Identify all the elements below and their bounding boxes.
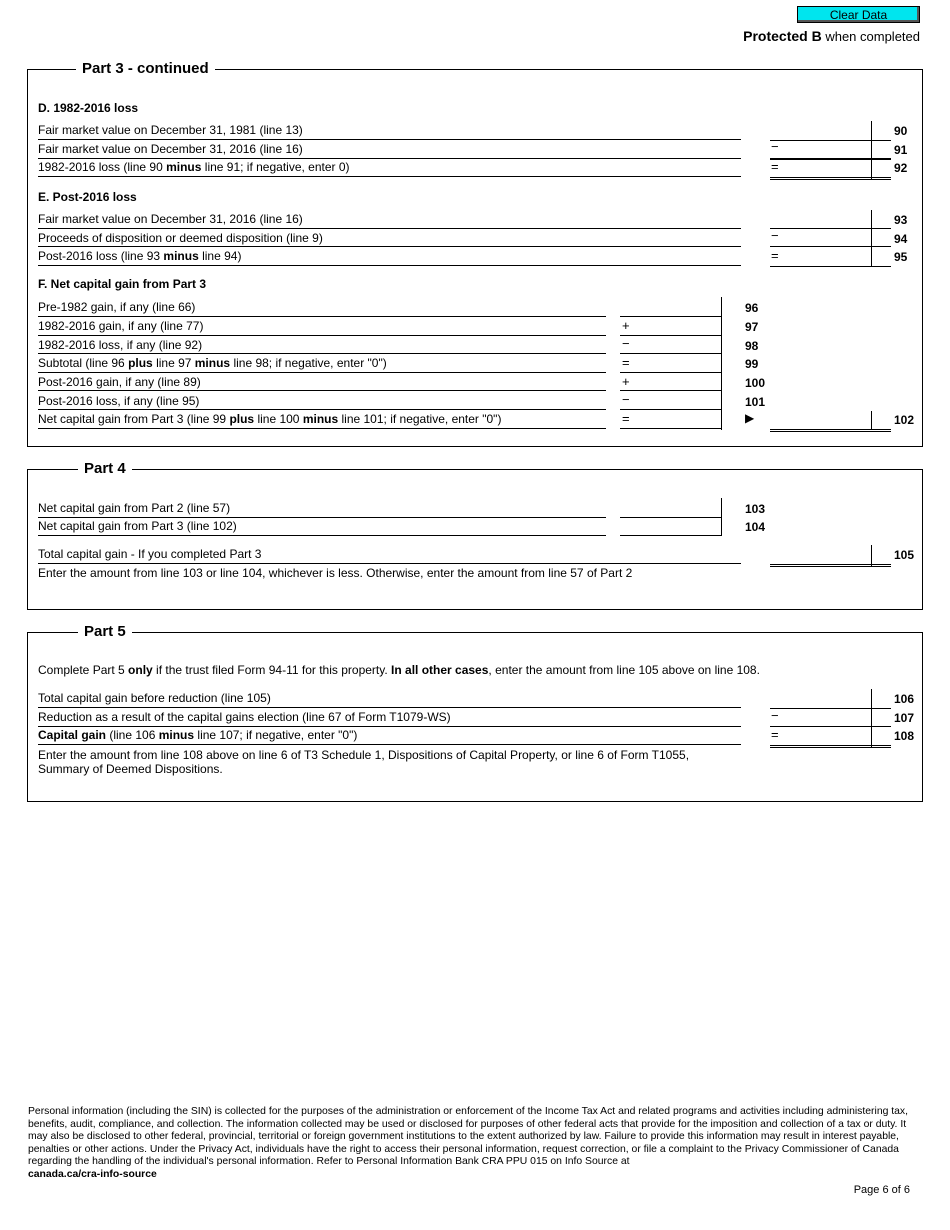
line-93-rule	[38, 228, 741, 229]
line-97-rule	[38, 335, 606, 336]
line-99-desc-d: minus	[194, 356, 231, 370]
line-100-input[interactable]	[636, 375, 720, 390]
privacy-notice	[28, 1106, 908, 1182]
line-100-plus: +	[622, 374, 630, 389]
line-96-amount-rule	[620, 316, 721, 317]
line-107-amount-rule	[770, 726, 891, 727]
line-103-amount-rule	[620, 517, 721, 518]
line-102-desc-e: line 101; if negative, enter "0")	[338, 412, 502, 426]
line-102-equals: =	[622, 411, 630, 426]
line-90-input[interactable]	[770, 123, 870, 138]
line-92-input[interactable]	[786, 160, 870, 175]
clear-data-button[interactable]: Clear Data	[797, 6, 920, 23]
line-92-number: 92	[894, 161, 908, 175]
line-104-input[interactable]	[620, 519, 720, 534]
line-95-amount-rule	[770, 266, 891, 267]
part5-section	[27, 623, 923, 802]
line-100-rule	[38, 390, 606, 391]
protected-b-label	[743, 28, 920, 44]
line-103-number: 103	[745, 502, 766, 516]
line-103-rule	[38, 517, 606, 518]
line-101-number: 101	[745, 395, 766, 409]
line-99-desc-b: plus	[128, 356, 153, 370]
line-92-desc-b: minus	[166, 160, 202, 174]
line-97-amount-rule	[620, 335, 721, 336]
part5-intro-b: only	[128, 663, 153, 677]
line-99-rule	[38, 372, 606, 373]
line-108-desc-c: minus	[158, 728, 195, 742]
line-106-amount-rule	[770, 708, 891, 709]
line-101-minus: −	[622, 392, 630, 407]
line-95-divider	[871, 248, 872, 267]
line-108-desc-d: line 107; if negative, enter "0")	[194, 728, 358, 742]
line-98-rule	[38, 353, 606, 354]
line-93-amount-rule	[770, 228, 891, 229]
line-108-desc-b: (line 106	[106, 728, 159, 742]
line-97-input[interactable]	[636, 319, 720, 334]
part5-note: Enter the amount from line 108 above on line 6 of T3 Schedule 1, Dispositions of Capital Property, or line 6 of Form T1055, Summary of Deemed Dispositions.	[38, 748, 690, 776]
part4-title: Part 4	[78, 460, 132, 477]
line-104-desc: Net capital gain from Part 3 (line 102)	[38, 519, 237, 533]
line-105-total-rule	[770, 564, 891, 567]
line-102-left-rule	[620, 428, 721, 429]
line-90-desc: Fair market value on December 31, 1981 (line 13)	[38, 123, 303, 137]
line-107-input[interactable]	[786, 710, 870, 725]
line-91-desc: Fair market value on December 31, 2016 (line 16)	[38, 142, 303, 156]
line-102-total-rule	[770, 429, 891, 432]
part5-intro-a: Complete Part 5	[38, 663, 129, 677]
line-108-desc-a: Capital gain	[38, 728, 107, 742]
line-99-desc-e: line 98; if negative, enter "0")	[230, 356, 387, 370]
line-96-number: 96	[745, 301, 759, 315]
section-f-heading: F. Net capital gain from Part 3	[38, 277, 207, 291]
line-98-number: 98	[745, 339, 759, 353]
line-103-input[interactable]	[620, 501, 720, 516]
part4-note: Enter the amount from line 103 or line 104, whichever is less. Otherwise, enter the amount from line 57 of Part 2	[38, 566, 633, 580]
line-99-input[interactable]	[636, 356, 720, 371]
line-108-total-rule	[770, 745, 891, 748]
line-92-desc	[38, 160, 350, 174]
section-d-heading: D. 1982-2016 loss	[38, 101, 139, 115]
line-98-input[interactable]	[636, 338, 720, 353]
line-98-desc: 1982-2016 loss, if any (line 92)	[38, 338, 203, 352]
line-96-desc: Pre-1982 gain, if any (line 66)	[38, 300, 196, 314]
line-102-desc-a: Net capital gain from Part 3 (line 99	[38, 412, 230, 426]
line-106-number: 106	[894, 692, 915, 706]
line-99-equals: =	[622, 355, 630, 370]
line-97-desc: 1982-2016 gain, if any (line 77)	[38, 319, 204, 333]
line-95-desc	[38, 249, 241, 263]
line-95-desc-b: minus	[163, 249, 199, 263]
line-106-rule	[38, 707, 741, 708]
line-94-input[interactable]	[786, 231, 870, 246]
line-95-number: 95	[894, 250, 908, 264]
line-91-number: 91	[894, 143, 908, 157]
part3-section	[27, 60, 923, 447]
line-96-input[interactable]	[620, 300, 720, 315]
line-92-total-rule	[770, 177, 891, 180]
line-101-rule	[38, 409, 606, 410]
line-108-rule	[38, 744, 741, 745]
line-94-number: 94	[894, 232, 908, 246]
line-97-number: 97	[745, 320, 759, 334]
line-107-minus: −	[771, 708, 779, 723]
line-93-number: 93	[894, 213, 908, 227]
line-105-desc: Total capital gain - If you completed Part 3	[38, 547, 262, 561]
part5-intro-e: , enter the amount from line 105 above on line 108.	[488, 663, 760, 677]
line-92-desc-c: line 91; if negative, enter 0)	[201, 160, 350, 174]
line-90-rule	[38, 139, 741, 140]
line-100-number: 100	[745, 376, 766, 390]
protected-b-rest: when completed	[821, 29, 920, 44]
line-91-input[interactable]	[786, 142, 870, 157]
part4-section	[27, 460, 923, 610]
part5-intro-d: In all other cases	[391, 663, 489, 677]
line-93-desc: Fair market value on December 31, 2016 (line 16)	[38, 212, 303, 226]
line-105-input[interactable]	[770, 547, 870, 562]
line-95-equals: =	[771, 248, 779, 263]
line-94-amount-rule	[770, 246, 891, 247]
line-95-desc-a: Post-2016 loss (line 93	[38, 249, 164, 263]
line-91-minus: −	[771, 139, 779, 154]
line-96-rule	[38, 316, 606, 317]
line-100-desc: Post-2016 gain, if any (line 89)	[38, 375, 201, 389]
line-95-rule	[38, 265, 741, 266]
line-101-amount-rule	[620, 409, 721, 410]
part5-intro	[38, 663, 760, 677]
line-104-rule	[38, 535, 606, 536]
part5-intro-c: if the trust filed Form 94-11 for this property.	[152, 663, 392, 677]
line-95-input[interactable]	[786, 249, 870, 264]
line-102-input[interactable]	[770, 412, 870, 427]
line-108-divider	[871, 727, 872, 747]
line-101-desc: Post-2016 loss, if any (line 95)	[38, 394, 200, 408]
part4-legend-tick	[28, 469, 78, 470]
line-108-number: 108	[894, 729, 915, 743]
line-94-rule	[38, 246, 741, 247]
line-99-desc-c: line 97	[152, 356, 195, 370]
line-98-amount-rule	[620, 353, 721, 354]
line-91-rule	[38, 158, 741, 159]
line-99-desc	[38, 356, 387, 370]
line-105-rule	[38, 563, 741, 564]
line-102-rule	[38, 428, 606, 429]
line-106-desc: Total capital gain before reduction (line 105)	[38, 691, 271, 705]
line-98-minus: −	[622, 336, 630, 351]
line-92-equals: =	[771, 159, 779, 174]
part4-column-divider	[721, 498, 722, 536]
line-108-equals: =	[771, 727, 779, 742]
line-108-input[interactable]	[786, 728, 870, 743]
part5-title: Part 5	[78, 623, 132, 640]
line-106-input[interactable]	[770, 691, 870, 706]
line-92-desc-a: 1982-2016 loss (line 90	[38, 160, 167, 174]
privacy-text: Personal information (including the SIN) is collected for the purposes of the administration or enforcement of the Income Tax Act and related programs and activities including administering tax, benefits, audit, compliance, and collection. The information collected may be used or disclosed for purposes of other federal acts that provide for the imposition and collection of a tax or duty. It may also be disclosed to other federal, provincial, territorial or foreign government institutions to the extent authorized by law. Failure to provide this information may result in interest payable, penalties or other actions. Under the Privacy Act, individuals have the right to access their personal information, request correction, or file a complaint to the Privacy Commissioner of Canada regarding the handling of the individual's personal information. Refer to Personal Information Bank CRA PPU 015 on Info Source at	[28, 1106, 909, 1168]
line-102-divider	[871, 411, 872, 430]
line-99-amount-rule	[620, 372, 721, 373]
line-90-number: 90	[894, 124, 908, 138]
section-e-heading: E. Post-2016 loss	[38, 190, 137, 204]
line-100-amount-rule	[620, 390, 721, 391]
line-102-desc	[38, 412, 501, 426]
part3-title: Part 3 - continued	[76, 60, 215, 77]
line-101-input[interactable]	[636, 394, 720, 409]
line-102-desc-d: minus	[302, 412, 339, 426]
line-99-desc-a: Subtotal (line 96	[38, 356, 129, 370]
protected-b-bold: Protected B	[743, 28, 822, 44]
line-97-plus: +	[622, 318, 630, 333]
line-102-desc-c: line 100	[254, 412, 303, 426]
line-102-desc-b: plus	[229, 412, 255, 426]
line-92-rule	[38, 176, 741, 177]
line-105-number: 105	[894, 548, 915, 562]
line-94-minus: −	[771, 228, 779, 243]
part5-legend-tick	[28, 632, 78, 633]
line-95-desc-c: line 94)	[198, 249, 242, 263]
line-107-number: 107	[894, 711, 915, 725]
arrow-icon: ▶	[745, 411, 755, 425]
line-92-divider	[871, 159, 872, 179]
line-108-desc	[38, 728, 357, 742]
page-number: Page 6 of 6	[853, 1184, 910, 1196]
line-104-number: 104	[745, 520, 766, 534]
info-source-link[interactable]: canada.ca/cra-info-source	[28, 1168, 157, 1180]
line-90-amount-rule	[770, 140, 891, 141]
line-93-input[interactable]	[770, 212, 870, 227]
line-103-desc: Net capital gain from Part 2 (line 57)	[38, 501, 231, 515]
line-107-rule	[38, 726, 741, 727]
section-f-column-divider	[721, 297, 722, 430]
line-99-number: 99	[745, 357, 759, 371]
line-102-number: 102	[894, 413, 915, 427]
line-94-desc: Proceeds of disposition or deemed disposition (line 9)	[38, 231, 323, 245]
line-107-desc: Reduction as a result of the capital gains election (line 67 of Form T1079-WS)	[38, 710, 451, 724]
line-104-amount-rule	[620, 535, 721, 536]
